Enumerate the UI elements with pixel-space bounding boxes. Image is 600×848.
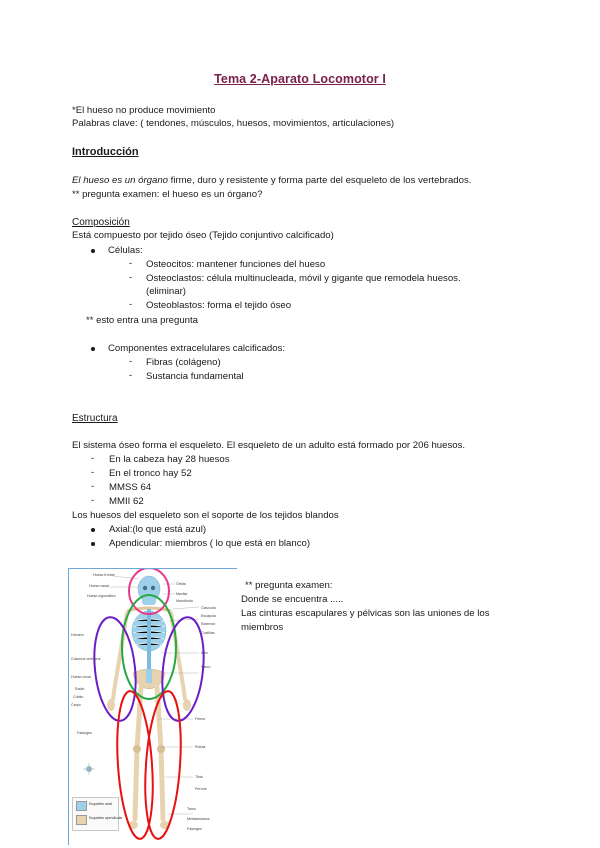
skeleton-figure <box>68 568 237 845</box>
fig-label: Hueso coxal <box>71 675 91 679</box>
intro-line-1: *El hueso no produce movimiento <box>72 105 216 116</box>
fig-label: Costillas <box>201 631 215 635</box>
item-osteoblastos: Osteoblastos: forma el tejido óseo <box>146 300 292 311</box>
intro-line-2: Palabras clave: ( tendones, músculos, huesos, movimientos, articulaciones) <box>72 118 395 129</box>
dash-icon: - <box>91 481 95 492</box>
fig-label: Esternón <box>201 622 216 626</box>
composicion-lead: Está compuesto por tejido óseo (Tejido conjuntivo calcificado) <box>72 230 334 241</box>
document-title: Tema 2-Aparato Locomotor I <box>214 72 386 86</box>
exam-note-organ: ** pregunta examen: el hueso es un órgano? <box>72 189 263 200</box>
fig-label: Columna vertebral <box>71 657 101 661</box>
intro-italic-lead: El hueso es un órgano <box>72 175 169 186</box>
fig-label: Tarso <box>187 807 196 811</box>
section-heading-introduccion: Introducción <box>72 146 139 158</box>
fig-label: Falanges <box>77 731 92 735</box>
legend-swatch-apendicular <box>76 815 87 825</box>
figure-note-4: miembros <box>241 622 284 633</box>
type-apendicular: Apendicular: miembros ( lo que está en blanco) <box>109 538 311 549</box>
legend-text-axial: Esqueleto axial <box>89 802 112 806</box>
item-fibras: Fibras (colágeno) <box>146 357 221 368</box>
fig-label: Peroné <box>195 787 207 791</box>
estructura-lead: El sistema óseo forma el esqueleto. El esqueleto de un adulto está formado por 206 huesos. <box>72 440 466 451</box>
fig-label: Falanges <box>187 827 202 831</box>
compass-icon <box>83 763 95 775</box>
fig-label: Escápula <box>201 614 216 618</box>
fig-label: Mandíbula <box>176 599 193 603</box>
dash-icon: - <box>129 258 133 269</box>
fig-label: Hueso frontal <box>93 573 115 577</box>
dash-icon: - <box>129 356 133 367</box>
bullet-celulas: Células: <box>108 245 143 256</box>
dash-icon: - <box>129 370 133 381</box>
fig-label: Órbita <box>176 582 186 586</box>
count-tronco: En el tronco hay 52 <box>109 468 192 479</box>
fig-label: Rótula <box>195 745 206 749</box>
dash-icon: - <box>91 453 95 464</box>
fig-label: Cúbito <box>73 695 84 699</box>
fig-label: Ilion <box>201 651 208 655</box>
item-sustancia: Sustancia fundamental <box>146 371 244 382</box>
figure-note-3: Las cinturas escapulares y pélvicas son las uniones de los <box>241 608 490 619</box>
fig-label: Hueso nasal <box>89 584 109 588</box>
count-cabeza: En la cabeza hay 28 huesos <box>109 454 230 465</box>
bullet-icon <box>91 528 95 532</box>
item-osteocitos: Osteocitos: mantener funciones del hueso <box>146 259 326 270</box>
dash-icon: - <box>91 495 95 506</box>
type-axial: Axial:(lo que está azul) <box>109 524 207 535</box>
fig-label: Húmero <box>71 633 84 637</box>
section-heading-composicion: Composición <box>72 217 130 228</box>
fig-label: Carpo <box>71 703 81 707</box>
intro-sentence-rest: firme, duro y resistente y forma parte del esqueleto de los vertebrados. <box>168 175 472 186</box>
fig-label: Radio <box>75 687 85 691</box>
dash-icon: - <box>91 467 95 478</box>
fig-label: Clavícula <box>201 606 216 610</box>
figure-legend <box>72 797 123 831</box>
fig-label: Maxilar <box>176 592 188 596</box>
bullet-icon <box>91 542 95 546</box>
item-osteoclastos: Osteoclastos: célula multinucleada, móvil y gigante que remodela huesos. <box>146 273 461 284</box>
note-pregunta: ** esto entra una pregunta <box>86 315 199 326</box>
estructura-support: Los huesos del esqueleto son el soporte de los tejidos blandos <box>72 510 339 521</box>
figure-note-2: Donde se encuentra ..... <box>241 594 344 605</box>
bullet-icon <box>91 249 95 253</box>
fig-label: Hueso cigomático <box>87 594 116 598</box>
dash-icon: - <box>129 299 133 310</box>
dash-icon: - <box>129 272 133 283</box>
intro-sentence <box>72 174 471 187</box>
fig-label: Metatarsianos <box>187 817 210 821</box>
bullet-componentes: Componentes extracelulares calcificados: <box>108 343 286 354</box>
fig-label: Sacro <box>201 665 211 669</box>
legend-swatch-axial <box>76 801 87 811</box>
fig-label: Tibia <box>195 775 203 779</box>
legend-text-apendicular: Esqueleto apendicular <box>89 816 123 820</box>
count-mmss: MMSS 64 <box>109 482 152 493</box>
count-mmii: MMII 62 <box>109 496 144 507</box>
section-heading-estructura: Estructura <box>72 413 118 424</box>
bullet-icon <box>91 347 95 351</box>
fig-label: Fémur <box>195 717 206 721</box>
figure-note-1: ** pregunta examen: <box>245 580 333 591</box>
item-osteoclastos-cont: (eliminar) <box>146 286 186 297</box>
